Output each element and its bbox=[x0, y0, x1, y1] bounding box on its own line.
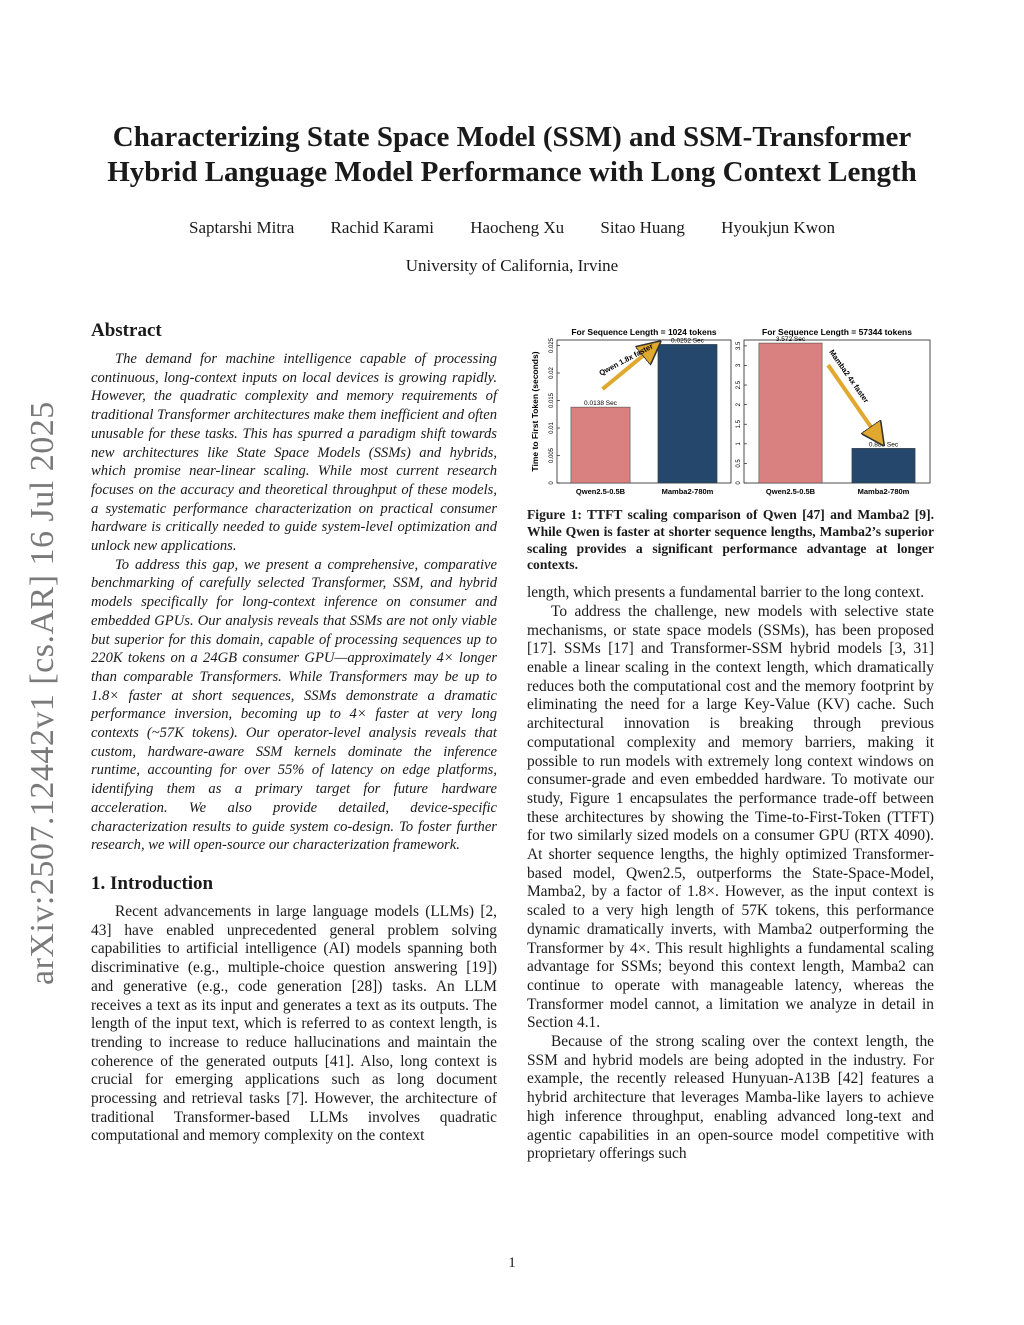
y-tick-label: 0.01 bbox=[549, 422, 555, 434]
body-paragraph: Because of the strong scaling over the context length, the SSM and hybrid models are being adopted in the industry. For example, the recently released Hunyuan-A13B [42] features a hybrid architecture that leverages Mamba-like layers to achieve high inference throughput, enabling advanced long-text and agentic capabilities in an open-source model competitive with proprietary offerings such bbox=[527, 1033, 934, 1163]
annotation-label: Mamba2 4x faster bbox=[827, 347, 871, 405]
bar bbox=[852, 448, 915, 483]
x-tick-label: Qwen2.5-0.5B bbox=[575, 487, 626, 496]
author-name: Sitao Huang bbox=[600, 218, 685, 237]
bar-data-label: 0.0138 Sec bbox=[584, 400, 617, 408]
x-tick-label: Mamba2-780m bbox=[661, 487, 714, 496]
y-tick-label: 2.5 bbox=[736, 380, 742, 390]
abstract-section bbox=[91, 320, 497, 855]
y-tick-label: 0 bbox=[549, 481, 555, 485]
right-column bbox=[527, 320, 934, 1164]
x-tick-label: Qwen2.5-0.5B bbox=[765, 487, 816, 496]
bar bbox=[571, 407, 630, 483]
paper-title bbox=[60, 120, 964, 190]
body-paragraph: length, which presents a fundamental barrier to the long context. bbox=[527, 584, 925, 602]
title-line-2: Hybrid Language Model Performance with Long Context Length bbox=[107, 156, 917, 188]
arxiv-identifier-stamp: arXiv:2507.12442v1 [cs.AR] 16 Jul 2025 bbox=[24, 401, 61, 985]
introduction-section bbox=[91, 873, 497, 1146]
y-tick-label: 2 bbox=[736, 402, 742, 407]
author-name: Saptarshi Mitra bbox=[189, 218, 295, 237]
y-tick-label: 0 bbox=[736, 481, 742, 485]
figure-caption: Figure 1: TTFT scaling comparison of Qwen [47] and Mamba2 [9]. While Qwen is faster at shorter sequence lengths, Mamba2’s superior scaling provides a significant performance advantage at longer contexts. bbox=[527, 507, 934, 573]
introduction-heading: 1. Introduction bbox=[91, 872, 214, 894]
page-number: 1 bbox=[508, 1255, 516, 1271]
chart-title: For Sequence Length = 57344 tokens bbox=[762, 327, 912, 337]
figure-1 bbox=[527, 320, 934, 502]
y-tick-label: 0.005 bbox=[549, 447, 555, 464]
bar bbox=[759, 343, 822, 483]
abstract-heading: Abstract bbox=[91, 320, 162, 341]
y-tick-label: 0.015 bbox=[549, 392, 555, 409]
abstract-paragraph: To address this gap, we present a comprehensive, comparative benchmarking of carefully selected Transformer, SSM, and hybrid models specifically for long-context inference on consumer and embedded GPUs. Our analysis reveals that SSMs are not only viable but superior for this domain, capable of processing sequences up to 220K tokens on a 24GB consumer GPU—approximately 4× longer than comparable Transformers. While Transformers may be up to 1.8× faster at short sequences, SSMs demonstrate a dramatic performance inversion, becoming up to 4× faster at very long contexts (~57K tokens). Our operator-level analysis reveals that custom, hardware-aware SSM kernels dominate the inference runtime, accounting for over 55% of latency on edge platforms, identifying them as a primary target for future hardware acceleration. We also provide detailed, device-specific characterization results to guide system co-design. To foster further research, we will open-source our characterization framework. bbox=[91, 556, 497, 854]
bar-data-label: 0.885 Sec bbox=[868, 441, 899, 449]
author-name: Hyoukjun Kwon bbox=[721, 218, 835, 237]
left-column bbox=[91, 320, 497, 1146]
author-list bbox=[60, 218, 964, 238]
y-tick-label: 0.02 bbox=[549, 367, 555, 379]
body-paragraph: Recent advancements in large language models (LLMs) [2, 43] have enabled unprecedented general problem solving capabilities to artificial intelligence (AI) models spanning both discriminative (e.g., multiple-choice question answering [19]) and generative (e.g., code generation [28]) tasks. An LLM receives a text as its input and generates a text as its outputs. The length of the input text, which is referred to as context length, is trending to increase to reduce hallucinations and maintain the coherence of the generated outputs [41]. Also, long context is crucial for emerging applications such as long document processing and retrieval tasks [7]. However, the architecture of traditional Transformer-based LLMs involves quadratic computational and memory complexity on the context bbox=[91, 902, 497, 1145]
bar-data-label: 0.0252 Sec bbox=[671, 337, 704, 345]
bar-data-label: 3.572 Sec bbox=[775, 336, 806, 344]
body-paragraph: To address the challenge, new models with selective state mechanisms, or state space models (SSMs), has been proposed [17]. SSMs [17] and Transformer-SSM hybrid models [3, 31] enable a linear scaling in the context length, which dramatically reduces both the computational cost and the memory footprint by eliminating the need for a large Key-Value (KV) cache. Such architectural innovation is breaking through previous computational complexity and memory barriers, making it possible to run models with extremely long context windows on consumer-grade and even embedded hardware. To motivate our study, Figure 1 encapsulates the performance trade-off between these architectures by showing the Time-to-First-Token (TTFT) for two similarly sized models on a consumer GPU (RTX 4090). At shorter sequence lengths, the highly optimized Transformer-based model, Qwen2.5, outperforms the State-Space-Model, Mamba2, by a factor of 1.8×. However, as the input context is scaled to a very high length of 57K tokens, this performance dynamic dramatically inverts, with Mamba2 outperforming the Transformer by 4×. This result highlights a fundamental scaling advantage for SSMs; beyond this context length, Mamba2 can continue to operate with manageable latency, whereas the Transformer model cannot, a limitation we analyze in detail in Section 4.1. bbox=[527, 602, 934, 1032]
abstract-paragraph: The demand for machine intelligence capable of processing continuous, long-context inputs on local devices is growing rapidly. However, the quadratic complexity and memory requirements of traditional Transformer architectures make them inefficient and often unusable for these tasks. This has spurred a paradigm shift towards new architectures like State Space Models (SSMs) and hybrids, which promise near-linear scaling. While most current research focuses on the accuracy and theoretical throughput of these models, a systematic performance characterization on practical consumer hardware is critically needed to guide system-level optimization and unlock new applications. bbox=[91, 351, 497, 555]
y-tick-label: 1.5 bbox=[736, 420, 742, 429]
y-tick-label: 0.5 bbox=[736, 459, 742, 468]
bar bbox=[658, 344, 717, 483]
chart-title: For Sequence Length = 1024 tokens bbox=[571, 327, 717, 337]
title-line-1: Characterizing State Space Model (SSM) and SSM-Transformer bbox=[112, 121, 912, 153]
y-tick-label: 3 bbox=[736, 363, 742, 368]
y-axis-label: Time to First Token (seconds) bbox=[530, 351, 540, 472]
author-name: Rachid Karami bbox=[330, 218, 434, 237]
author-name: Haocheng Xu bbox=[470, 218, 565, 237]
y-tick-label: 1 bbox=[736, 442, 742, 446]
y-tick-label: 3.5 bbox=[736, 341, 742, 351]
y-tick-label: 0.025 bbox=[549, 337, 555, 354]
ttft-bar-chart bbox=[527, 320, 934, 502]
x-tick-label: Mamba2-780m bbox=[857, 487, 910, 496]
annotation-label: Qwen 1.8x faster bbox=[597, 341, 655, 378]
right-column-text bbox=[527, 584, 934, 1164]
affiliation: University of California, Irvine bbox=[405, 256, 619, 275]
